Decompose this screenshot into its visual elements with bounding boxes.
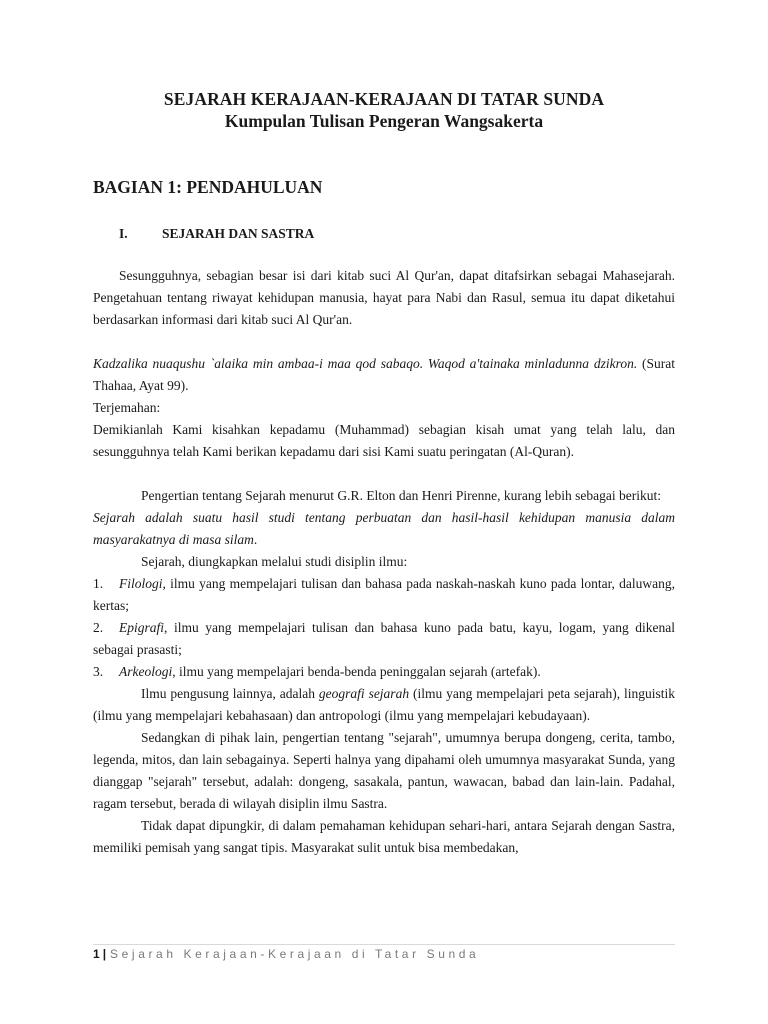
paragraph-definition-intro: Pengertian tentang Sejarah menurut G.R. Elton dan Henri Pirenne, kurang lebih sebagai berikut: [141,488,661,503]
page-number: 1 [93,947,100,961]
paragraph-supporting-sciences [93,683,675,727]
section-number: I. [119,226,128,241]
list-term: Epigrafi [119,620,165,635]
list-item [93,617,675,661]
verse-reference: (Surat Thahaa, Ayat 99). [93,356,675,393]
footer-separator: | [102,947,107,961]
paragraph-intro: Sesungguhnya, sebagian besar isi dari kitab suci Al Qur'an, dapat ditafsirkan sebagai Mahasejarah. Pengetahuan tentang riwayat kehidupan manusia, hayat para Nabi dan Rasul, semua itu dapat diketahui berdasarkan informasi dari kitab suci Al Qur'an. [93,268,675,327]
part-heading: BAGIAN 1: PENDAHULUAN [93,177,323,197]
paragraph-text: (ilmu yang mempelajari peta sejarah), linguistik (ilmu yang mempelajari kebahasaan) dan antropologi (ilmu yang mempelajari kebudayaan). [93,686,676,723]
section-heading [119,226,314,242]
definition-paragraph [93,507,675,551]
definition-period: . [253,532,258,547]
list-number: 2. [93,620,104,635]
verse-paragraph [93,353,675,397]
definition-text: Sejarah adalah suatu hasil studi tentang perbuatan dan hasil-hasil kehidupan manusia dalam masyarakatnya di masa silam [93,510,675,547]
verse-arabic-transliteration: Kadzalika nuaqushu `alaika min ambaa-i maa qod sabaqo. Waqod a'tainaka minladunna dzikron. [93,356,638,371]
translation-text: Demikianlah Kami kisahkan kepadamu (Muhammad) sebagian kisah umat yang telah lalu, dan sesungguhnya telah Kami berikan kepadamu dari sisi Kami suatu peringatan (Al-Quran). [93,422,675,459]
list-item [93,573,675,617]
page-footer [93,947,479,961]
list-text: , ilmu yang mempelajari tulisan dan bahasa pada naskah-naskah kuno pada lontar, daluwang, kertas; [93,576,675,613]
footer-rule [93,944,675,945]
list-item [93,661,675,683]
section-title: SEJARAH DAN SASTRA [162,226,315,241]
paragraph-text: Ilmu pengusung lainnya, adalah [141,686,319,701]
document-title: SEJARAH KERAJAAN-KERAJAAN DI TATAR SUNDA [163,89,605,109]
geografi-sejarah-term: geografi sejarah [318,686,410,701]
paragraph-disciplines-intro: Sejarah, diungkapkan melalui studi disiplin ilmu: [141,554,408,569]
body-text [93,265,675,859]
list-text: , ilmu yang mempelajari tulisan dan bahasa kuno pada batu, kayu, logam, yang dikenal sebagai prasasti; [93,620,675,657]
paragraph-sejarah-sastra: Tidak dapat dipungkir, di dalam pemahaman kehidupan sehari-hari, antara Sejarah dengan Sastra, memiliki pemisah yang sangat tipis. Masyarakat sulit untuk bisa membedakan, [93,818,675,855]
list-number: 1. [93,576,104,591]
paragraph-sejarah-sunda: Sedangkan di pihak lain, pengertian tentang "sejarah", umumnya berupa dongeng, cerita, tambo, legenda, mitos, dan lain sebagainya. Seperti halnya yang dipahami oleh umumnya masyarakat Sunda, yang dianggap "sejarah" tersebut, adalah: dongeng, sasakala, pantun, wawacan, babad dan lain-lain. Padahal, ragam tersebut, berada di wilayah disiplin ilmu Sastra. [93,730,675,811]
list-number: 3. [93,664,104,679]
document-subtitle: Kumpulan Tulisan Pengeran Wangsakerta [224,111,544,131]
list-term: Arkeologi [119,664,173,679]
running-title: Sejarah Kerajaan-Kerajaan di Tatar Sunda [110,947,480,961]
translation-label: Terjemahan: [93,400,161,415]
list-term: Filologi [119,576,163,591]
list-text: , ilmu yang mempelajari benda-benda peninggalan sejarah (artefak). [172,664,541,679]
